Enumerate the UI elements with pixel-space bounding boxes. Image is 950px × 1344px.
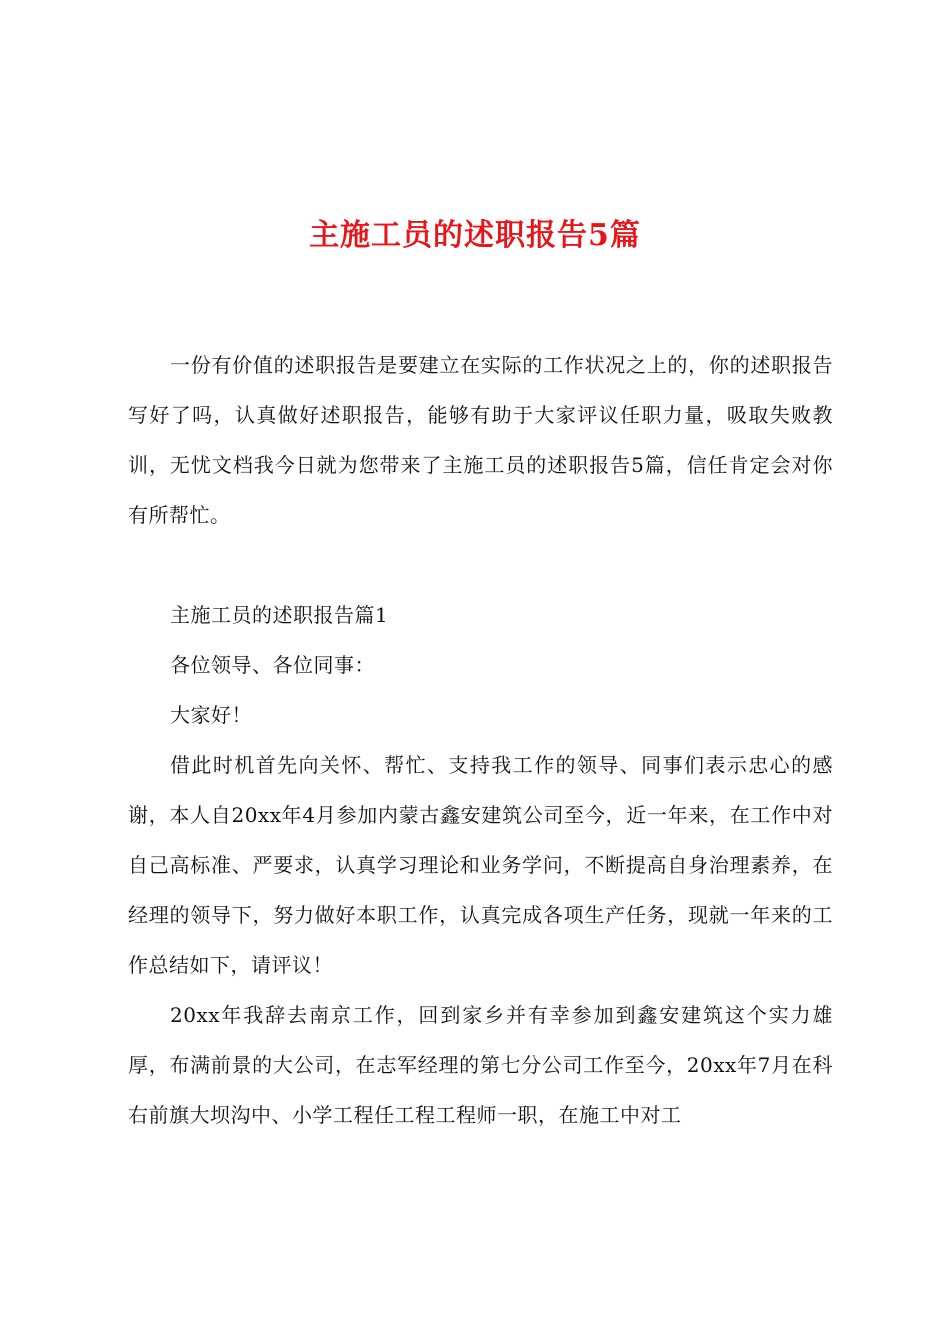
paragraph-2: 20xx年我辞去南京工作，回到家乡并有幸参加到鑫安建筑这个实力雄厚，布满前景的大公司，在志军经理的第七分公司工作至今，20xx年7月在科右前旗大坝沟中、小学工程任工程工程师一职，在施工中对工 [128,1003,833,1127]
greeting: 大家好！ [170,703,252,727]
document-title: 主施工员的述职报告5篇 [309,218,641,253]
intro-paragraph: 一份有价值的述职报告是要建立在实际的工作状况之上的，你的述职报告写好了吗，认真做好述职报告，能够有助于大家评议任职力量，吸取失败教训，无忧文档我今日就为您带来了主施工员的述职报告5篇，信任肯定会对你有所帮忙。 [128,353,833,527]
paragraph-1: 借此时机首先向关怀、帮忙、支持我工作的领导、同事们表示忠心的感谢，本人自20xx年4月参加内蒙古鑫安建筑公司至今，近一年来，在工作中对自己高标准、严要求，认真学习理论和业务学问，不断提高自身治理素养，在经理的领导下，努力做好本职工作，认真完成各项生产任务，现就一年来的工作总结如下，请评议！ [128,753,833,977]
salutation: 各位领导、各位同事： [170,653,375,677]
section-heading: 主施工员的述职报告篇1 [170,603,389,627]
